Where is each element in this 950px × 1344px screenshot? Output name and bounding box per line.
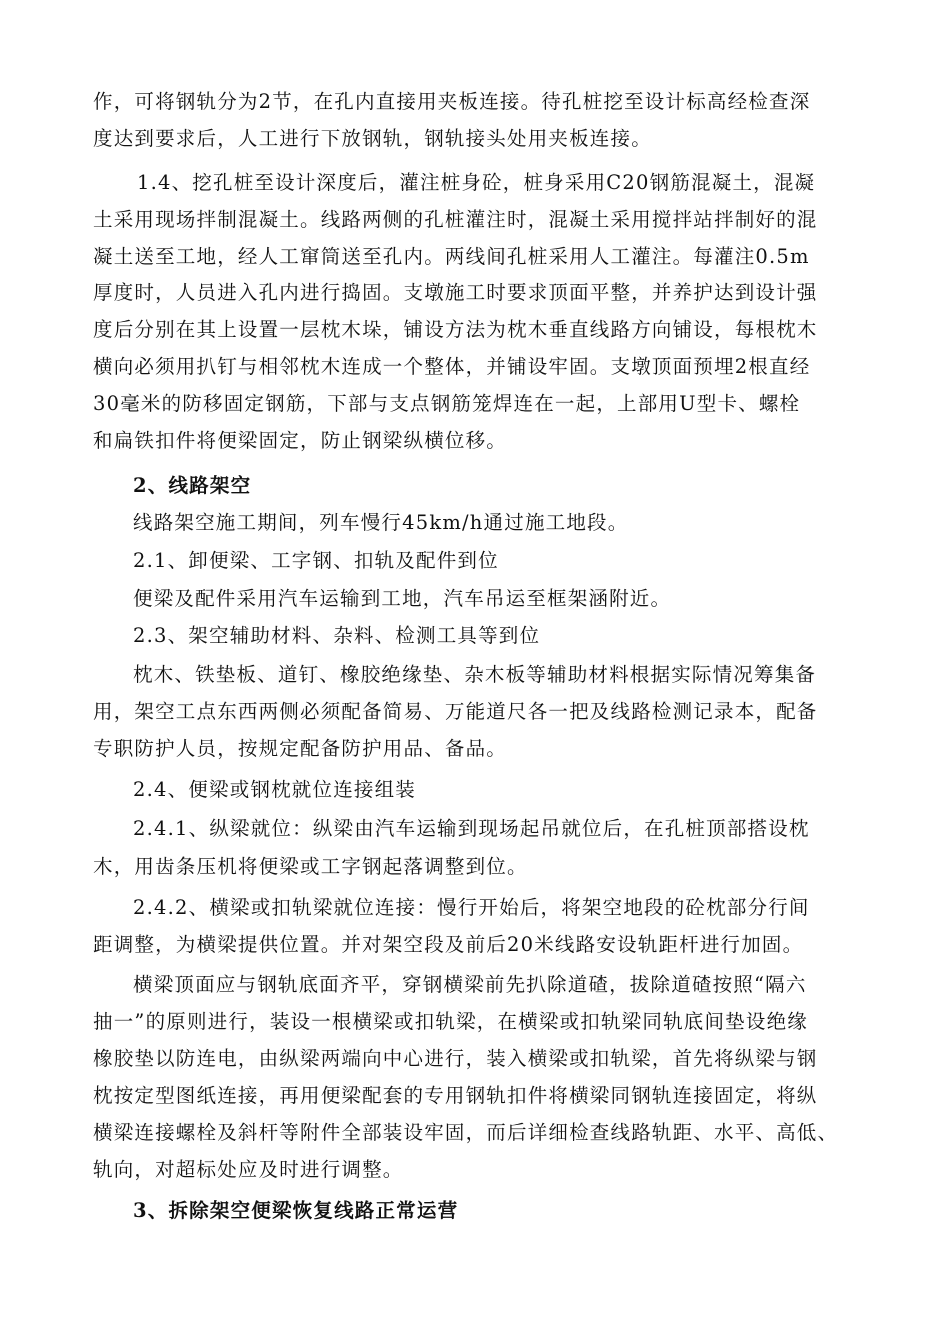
- paragraph-line: 轨向，对超标处应及时进行调整。: [93, 1158, 404, 1181]
- paragraph-line: 度后分别在其上设置一层枕木垛，铺设方法为枕木垂直线路方向铺设，每根枕木: [93, 318, 818, 341]
- paragraph-line: 度达到要求后，人工进行下放钢轨，钢轨接头处用夹板连接。: [93, 127, 652, 150]
- paragraph-line: 2.4.2、横梁或扣轨梁就位连接：慢行开始后，将架空地段的砼枕部分行间: [133, 896, 810, 919]
- paragraph-line: 线路架空施工期间，列车慢行45km/h通过施工地段。: [133, 511, 629, 534]
- paragraph-line: 2.4、便梁或钢枕就位连接组装: [133, 778, 417, 801]
- paragraph-line: 30毫米的防移固定钢筋，下部与支点钢筋笼焊连在一起，上部用U型卡、螺栓: [93, 392, 801, 415]
- paragraph-line: 橡胶垫以防连电，由纵梁两端向中心进行，装入横梁或扣轨梁，首先将纵梁与钢: [93, 1047, 818, 1070]
- paragraph-line: 抽一”的原则进行，装设一根横梁或扣轨梁，在横梁或扣轨梁同轨底间垫设绝缘: [93, 1010, 808, 1033]
- paragraph-line: 1.4、挖孔桩至设计深度后，灌注桩身砼，桩身采用C20钢筋混凝土，混凝: [137, 171, 816, 194]
- paragraph-line: 便梁及配件采用汽车运输到工地，汽车吊运至框架涵附近。: [133, 587, 672, 610]
- paragraph-line: 木，用齿条压机将便梁或工字钢起落调整到位。: [93, 855, 528, 878]
- paragraph-line: 作，可将钢轨分为2节，在孔内直接用夹板连接。待孔桩挖至设计标高经检查深: [93, 90, 811, 113]
- paragraph-line: 土采用现场拌制混凝土。线路两侧的孔桩灌注时，混凝土采用搅拌站拌制好的混: [93, 208, 818, 231]
- paragraph-line: 专职防护人员，按规定配备防护用品、备品。: [93, 737, 508, 760]
- paragraph-line: 距调整，为横梁提供位置。并对架空段及前后20米线路安设轨距杆进行加固。: [93, 933, 804, 956]
- paragraph-line: 横梁顶面应与钢轨底面齐平，穿钢横梁前先扒除道碴，拔除道碴按照“隔六: [133, 973, 807, 996]
- paragraph-line: 横向必须用扒钉与相邻枕木连成一个整体，并铺设牢固。支墩顶面预埋2根直经: [93, 355, 811, 378]
- paragraph-line: 2.3、架空辅助材料、杂料、检测工具等到位: [133, 624, 541, 647]
- paragraph-line: 枕按定型图纸连接，再用便梁配套的专用钢轨扣件将横梁同钢轨连接固定，将纵: [93, 1084, 818, 1107]
- paragraph-line: 凝土送至工地，经人工窜筒送至孔内。两线间孔桩采用人工灌注。每灌注0.5m: [93, 245, 810, 268]
- section-heading: 2、线路架空: [133, 474, 252, 497]
- paragraph-line: 厚度时，人员进入孔内进行捣固。支墩施工时要求顶面平整，并养护达到设计强: [93, 281, 818, 304]
- paragraph-line: 枕木、铁垫板、道钉、橡胶绝缘垫、杂木板等辅助材料根据实际情况筹集备: [133, 663, 817, 686]
- paragraph-line: 和扁铁扣件将便梁固定，防止钢梁纵横位移。: [93, 429, 508, 452]
- section-heading: 3、拆除架空便梁恢复线路正常运营: [133, 1199, 459, 1222]
- paragraph-line: 2.1、卸便梁、工字钢、扣轨及配件到位: [133, 549, 499, 572]
- paragraph-line: 用，架空工点东西两侧必须配备简易、万能道尺各一把及线路检测记录本，配备: [93, 700, 818, 723]
- paragraph-line: 横梁连接螺栓及斜杆等附件全部装设牢固，而后详细检查线路轨距、水平、高低、: [93, 1121, 839, 1144]
- paragraph-line: 2.4.1、纵梁就位：纵梁由汽车运输到现场起吊就位后，在孔桩顶部搭设枕: [133, 817, 810, 840]
